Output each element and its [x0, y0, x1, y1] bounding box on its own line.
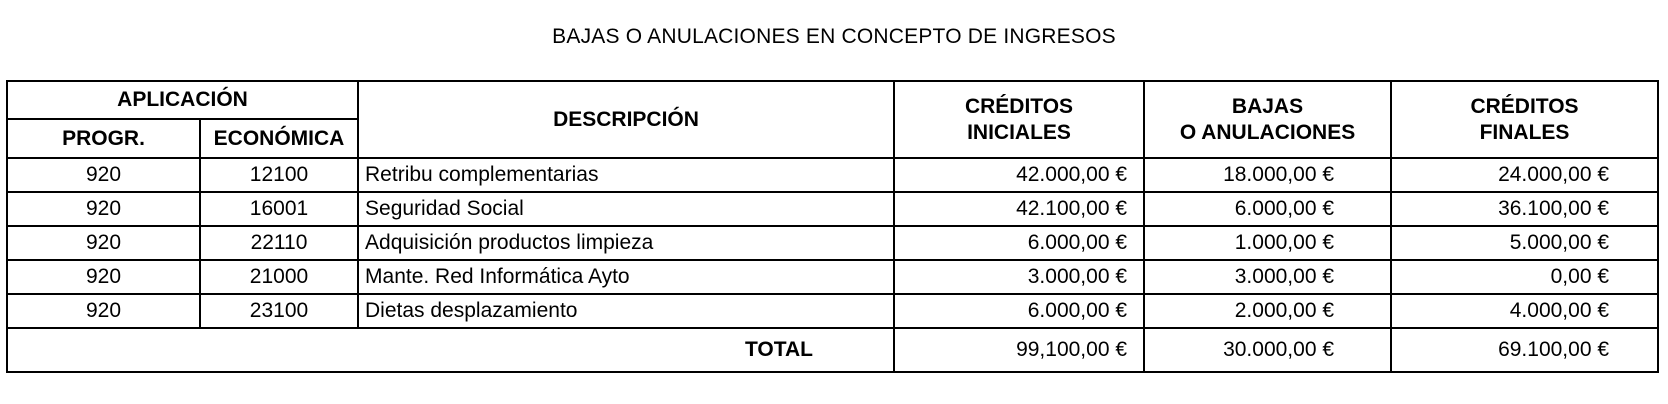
- cell-creditos-finales: 4.000,00 €: [1391, 294, 1658, 328]
- header-bajas-line1: BAJAS: [1231, 94, 1304, 118]
- header-descripcion: DESCRIPCIÓN: [358, 81, 894, 158]
- total-label: TOTAL: [7, 328, 894, 372]
- cell-bajas: 1.000,00 €: [1144, 226, 1391, 260]
- cell-progr: 920: [7, 226, 200, 260]
- header-progr: PROGR.: [7, 119, 200, 158]
- cell-descripcion: Adquisición productos limpieza: [358, 226, 894, 260]
- table-row: [7, 192, 1658, 226]
- cell-creditos-iniciales: 6.000,00 €: [894, 294, 1144, 328]
- table-row: [7, 158, 1658, 192]
- cell-economica: 21000: [200, 260, 358, 294]
- cell-creditos-iniciales: 6.000,00 €: [894, 226, 1144, 260]
- table-row: [7, 294, 1658, 328]
- cell-economica: 23100: [200, 294, 358, 328]
- cell-descripcion: Dietas desplazamiento: [358, 294, 894, 328]
- table-header: [7, 81, 1658, 158]
- total-creditos-iniciales: 99,100,00 €: [894, 328, 1144, 372]
- header-creditos-finales-line1: CRÉDITOS: [1470, 94, 1579, 118]
- total-creditos-finales: 69.100,00 €: [1391, 328, 1658, 372]
- header-creditos-iniciales-line2: INICIALES: [967, 120, 1071, 144]
- cell-creditos-iniciales: 42.000,00 €: [894, 158, 1144, 192]
- table-body: [7, 158, 1658, 372]
- cell-creditos-iniciales: 3.000,00 €: [894, 260, 1144, 294]
- cell-economica: 12100: [200, 158, 358, 192]
- table-row: [7, 260, 1658, 294]
- cell-bajas: 6.000,00 €: [1144, 192, 1391, 226]
- total-bajas: 30.000,00 €: [1144, 328, 1391, 372]
- header-creditos-finales: [1391, 81, 1658, 158]
- cell-bajas: 2.000,00 €: [1144, 294, 1391, 328]
- document-title: BAJAS O ANULACIONES EN CONCEPTO DE INGRESOS: [552, 25, 1116, 48]
- header-creditos-iniciales-line1: CRÉDITOS: [964, 94, 1074, 118]
- cell-descripcion: Retribu complementarias: [358, 158, 894, 192]
- cell-descripcion: Mante. Red Informática Ayto: [358, 260, 894, 294]
- header-bajas: [1144, 81, 1391, 158]
- cell-creditos-finales: 5.000,00 €: [1391, 226, 1658, 260]
- budget-table: [6, 80, 1659, 373]
- cell-progr: 920: [7, 192, 200, 226]
- header-creditos-finales-line2: FINALES: [1479, 120, 1570, 144]
- header-bajas-line2: O ANULACIONES: [1179, 120, 1356, 144]
- header-aplicacion: APLICACIÓN: [7, 81, 358, 119]
- cell-progr: 920: [7, 158, 200, 192]
- cell-creditos-finales: 36.100,00 €: [1391, 192, 1658, 226]
- header-creditos-iniciales: [894, 81, 1144, 158]
- cell-descripcion: Seguridad Social: [358, 192, 894, 226]
- total-row: [7, 328, 1658, 372]
- cell-creditos-iniciales: 42.100,00 €: [894, 192, 1144, 226]
- cell-economica: 16001: [200, 192, 358, 226]
- cell-creditos-finales: 0,00 €: [1391, 260, 1658, 294]
- cell-bajas: 3.000,00 €: [1144, 260, 1391, 294]
- cell-progr: 920: [7, 260, 200, 294]
- cell-creditos-finales: 24.000,00 €: [1391, 158, 1658, 192]
- header-economica: ECONÓMICA: [200, 119, 358, 158]
- cell-progr: 920: [7, 294, 200, 328]
- cell-bajas: 18.000,00 €: [1144, 158, 1391, 192]
- cell-economica: 22110: [200, 226, 358, 260]
- table-row: [7, 226, 1658, 260]
